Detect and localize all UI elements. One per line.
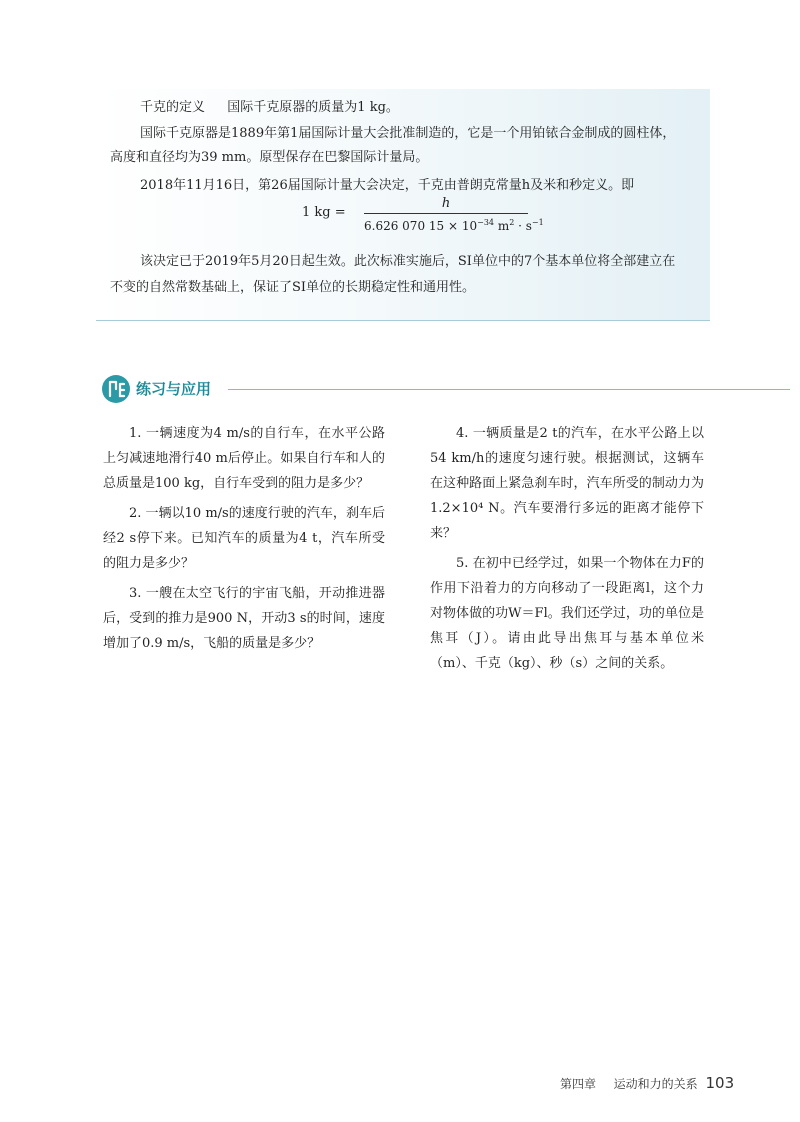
- kilogram-formula: [302, 196, 544, 233]
- page-number: 103: [705, 1074, 735, 1092]
- exercise-1: 1. 一辆速度为4 m/s的自行车，在水平公路上匀减速地滑行40 m后停止。如果自行车和人的总质量是100 kg，自行车受到的阻力是多少？: [103, 426, 385, 491]
- den-exp2: 2: [509, 218, 515, 227]
- exercises-left-column: [103, 421, 385, 661]
- formula-lhs: 1 kg =: [302, 205, 346, 220]
- den-exp1: −34: [477, 218, 494, 227]
- exercise-4: 4. 一辆质量是2 t的汽车，在水平公路上以54 km/h的速度匀速行驶。根据测试，这辆车在这种路面上紧急刹车时，汽车所受的制动力为1.2×10⁴ N。汽车要滑行多远的距离才能停下来？: [430, 426, 704, 541]
- practice-icon: [102, 375, 130, 403]
- exercise-2: 2. 一辆以10 m/s的速度行驶的汽车，刹车后经2 s停下来。已知汽车的质量为4 t，汽车所受的阻力是多少？: [103, 506, 385, 571]
- den-exp3: −1: [531, 218, 544, 227]
- den-dot: · s: [514, 219, 532, 233]
- definition-para3-line2: 不变的自然常数基础上，保证了SI单位的长期稳定性和通用性。: [110, 280, 476, 295]
- definition-para3-line1: 该决定已于2019年5月20日起生效。此次标准实施后，SI单位中的7个基本单位将全部建立在: [140, 254, 676, 269]
- definition-para2: 2018年11月16日，第26届国际计量大会决定，千克由普朗克常量h及米和秒定义。即: [140, 178, 635, 193]
- den-base: 6.626 070 15 × 10: [364, 219, 478, 233]
- exercise-3: 3. 一艘在太空飞行的宇宙飞船，开动推进器后，受到的推力是900 N，开动3 s的时间，速度增加了0.9 m/s，飞船的质量是多少？: [103, 586, 385, 651]
- definition-title: 千克的定义: [140, 100, 206, 115]
- exercise-5: 5. 在初中已经学过，如果一个物体在力F的作用下沿着力的方向移动了一段距离l，这个力对物体做的功W＝Fl。我们还学过，功的单位是焦耳（J）。请由此导出焦耳与基本单位米（m）、千克（kg）、秒（s）之间的关系。: [430, 556, 704, 671]
- exercises-right-column: [430, 421, 704, 681]
- definition-para1-line2: 高度和直径均为39 mm。原型保存在巴黎国际计量局。: [110, 150, 429, 165]
- section-divider: [228, 389, 790, 390]
- definition-box-border: [96, 320, 710, 321]
- definition-heading: [140, 98, 399, 118]
- fraction-bar: [364, 213, 528, 214]
- chapter-label: 第四章: [560, 1077, 597, 1091]
- definition-title-text: 国际千克原器的质量为1 kg。: [227, 100, 399, 115]
- den-unit: m: [497, 219, 510, 233]
- formula-numerator: h: [441, 196, 451, 211]
- page-footer: [560, 1074, 734, 1092]
- formula-denominator: [364, 215, 544, 234]
- formula-fraction: [364, 196, 544, 234]
- section-title: 练习与应用: [136, 380, 212, 398]
- chapter-title: 运动和力的关系: [613, 1077, 698, 1091]
- definition-para1-line1: 国际千克原器是1889年第1届国际计量大会批准制造的，它是一个用铂铱合金制成的圆柱体，: [140, 126, 676, 141]
